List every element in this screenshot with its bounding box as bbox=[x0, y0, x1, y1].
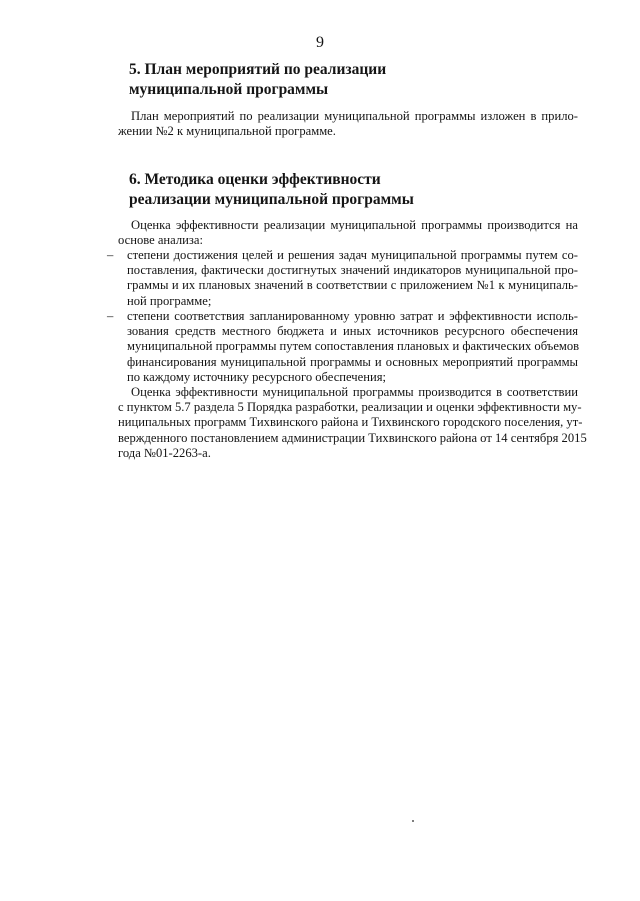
paragraph-line: ной программе; bbox=[127, 293, 212, 308]
bullet-dash: – bbox=[107, 309, 114, 323]
section6-heading-line-2: реализации муниципальной программы bbox=[129, 191, 414, 208]
paragraph-line: финансирования муниципальной программы и основных мероприятий программы bbox=[127, 354, 578, 369]
scan-speck bbox=[412, 820, 414, 822]
paragraph-line: вержденного постановлением администрации Тихвинского района от 14 сентября 2015 bbox=[118, 430, 587, 445]
bullet-item-1 bbox=[107, 248, 578, 309]
section5-heading bbox=[129, 60, 569, 100]
paragraph-line: Оценка эффективности муниципальной программы производится в соответствии bbox=[131, 385, 578, 399]
section6-intro bbox=[118, 218, 578, 248]
paragraph-line: муниципальной программы путем сопоставления плановых и фактических объемов bbox=[127, 339, 580, 354]
page-number: 9 bbox=[316, 34, 324, 51]
section6-heading-line-1: 6. Методика оценки эффективности bbox=[129, 171, 381, 188]
section5-heading-line-1: 5. План мероприятий по реализации bbox=[129, 61, 387, 78]
paragraph-line: степени соответствия запланированному уровню затрат и эффективности исполь- bbox=[127, 309, 578, 323]
bullet-2-lines bbox=[107, 309, 580, 385]
paragraph-line: основе анализа: bbox=[118, 233, 203, 248]
paragraph-line: План мероприятий по реализации муниципальной программы изложен в прило- bbox=[131, 109, 578, 123]
paragraph-line: поставления, фактически достигнутых значений индикаторов муниципальной про- bbox=[127, 263, 578, 278]
section5-paragraph bbox=[118, 109, 578, 139]
paragraph-line: жении №2 к муниципальной программе. bbox=[118, 124, 336, 139]
section6-closing-paragraph bbox=[118, 385, 587, 461]
paragraph-line: по каждому источнику ресурсного обеспечения; bbox=[127, 369, 387, 384]
section6-heading bbox=[129, 170, 569, 210]
paragraph-line: ниципальных программ Тихвинского района и Тихвинского городского поселения, ут- bbox=[118, 415, 583, 430]
paragraph-line: года №01-2263-а. bbox=[118, 445, 211, 460]
bullet-item-2 bbox=[107, 309, 580, 385]
bullet-dash: – bbox=[107, 248, 114, 262]
bullet-1-lines bbox=[107, 248, 578, 309]
section5-heading-line-2: муниципальной программы bbox=[129, 81, 329, 98]
paragraph-line: Оценка эффективности реализации муниципальной программы производится на bbox=[131, 218, 578, 232]
paragraph-line: зования средств местного бюджета и иных источников ресурсного обеспечения bbox=[127, 324, 578, 339]
paragraph-line: степени достижения целей и решения задач муниципальной программы путем со- bbox=[127, 248, 578, 262]
paragraph-line: граммы и их плановых значений в соответствии с приложением №1 к муниципаль- bbox=[127, 278, 578, 293]
paragraph-line: с пунктом 5.7 раздела 5 Порядка разработки, реализации и оценки эффективности му- bbox=[118, 400, 582, 415]
